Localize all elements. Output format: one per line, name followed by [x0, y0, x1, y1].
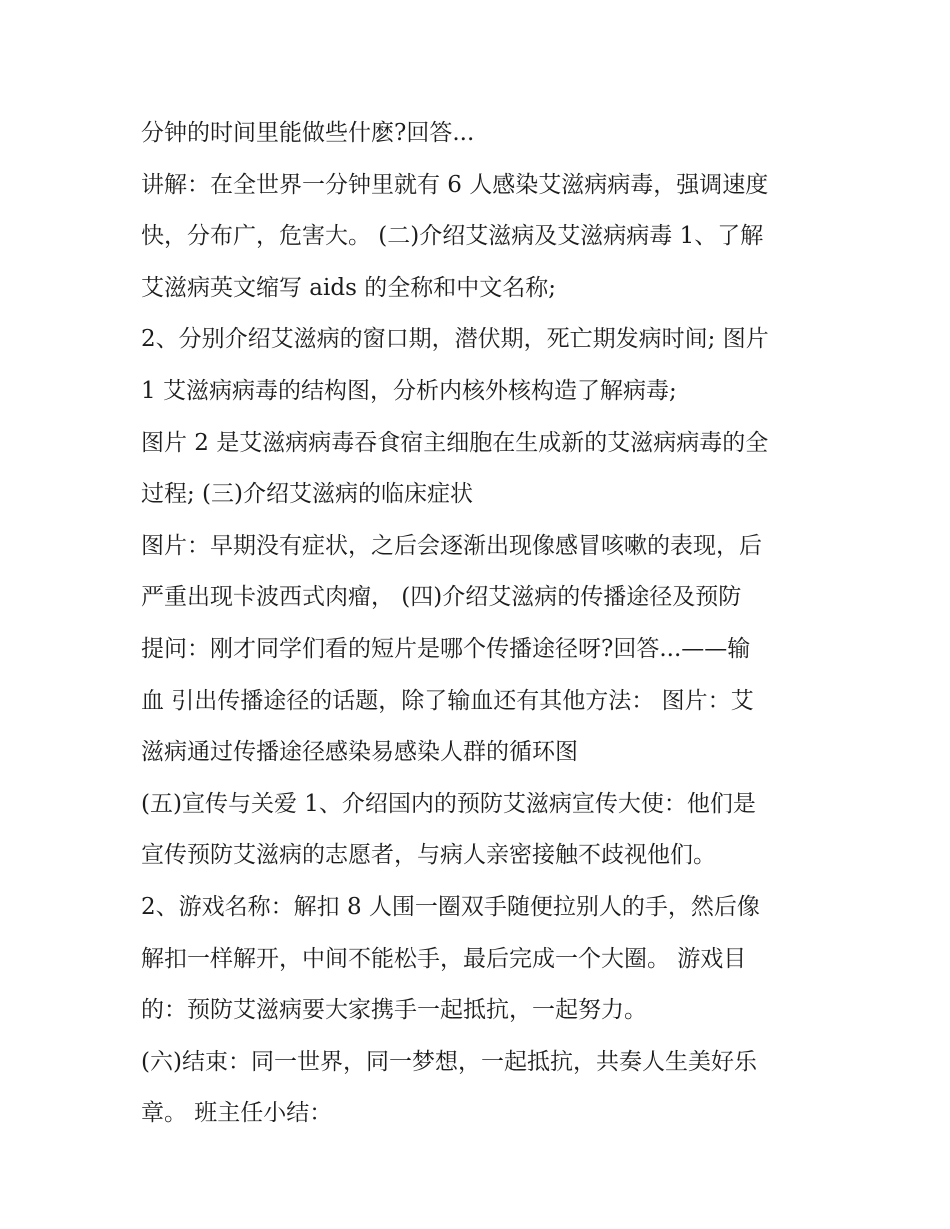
- text-line: 艾滋病英文缩写 aids 的全称和中文名称;: [141, 274, 556, 301]
- document-body: [141, 108, 831, 1140]
- text-line: 1 艾滋病病毒的结构图，分析内核外核构造了解病毒;: [141, 377, 677, 404]
- text-line: 过程; (三)介绍艾滋病的临床症状: [141, 481, 474, 508]
- text-line: 血 引出传播途径的话题，除了输血还有其他方法： 图片：艾: [141, 687, 754, 714]
- text-line: 讲解：在全世界一分钟里就有 6 人感染艾滋病病毒，强调速度: [141, 171, 769, 198]
- text-line: 图片：早期没有症状，之后会逐渐出现像感冒咳嗽的表现，后: [141, 532, 762, 559]
- text-line: 解扣一样解开，中间不能松手，最后完成一个大圈。 游戏目: [141, 945, 747, 972]
- text-line: 图片 2 是艾滋病病毒吞食宿主细胞在生成新的艾滋病病毒的全: [141, 429, 769, 456]
- text-line: 2、分别介绍艾滋病的窗口期，潜伏期，死亡期发病时间; 图片: [141, 326, 769, 353]
- text-line: 滋病通过传播途径感染易感染人群的循环图: [141, 739, 578, 766]
- text-line: 严重出现卡波西式肉瘤， (四)介绍艾滋病的传播途径及预防: [141, 584, 742, 611]
- text-line: 的：预防艾滋病要大家携手一起抵抗，一起努力。: [141, 997, 647, 1024]
- text-line: 提问：刚才同学们看的短片是哪个传播途径呀?回答...——输: [141, 635, 751, 662]
- text-line: (五)宣传与关爱 1、介绍国内的预防艾滋病宣传大使：他们是: [141, 790, 756, 817]
- text-line: (六)结束：同一世界，同一梦想，一起抵抗，共奏人生美好乐: [141, 1048, 757, 1075]
- text-line: 2、游戏名称：解扣 8 人围一圈双手随便拉别人的手，然后像: [141, 893, 760, 920]
- text-line: 快，分布广，危害大。 (二)介绍艾滋病及艾滋病病毒 1、了解: [141, 223, 764, 250]
- text-line: 宣传预防艾滋病的志愿者，与病人亲密接触不歧视他们。: [141, 842, 716, 869]
- text-line: 章。 班主任小结：: [141, 1100, 333, 1127]
- text-line: 分钟的时间里能做些什麽?回答...: [141, 120, 475, 146]
